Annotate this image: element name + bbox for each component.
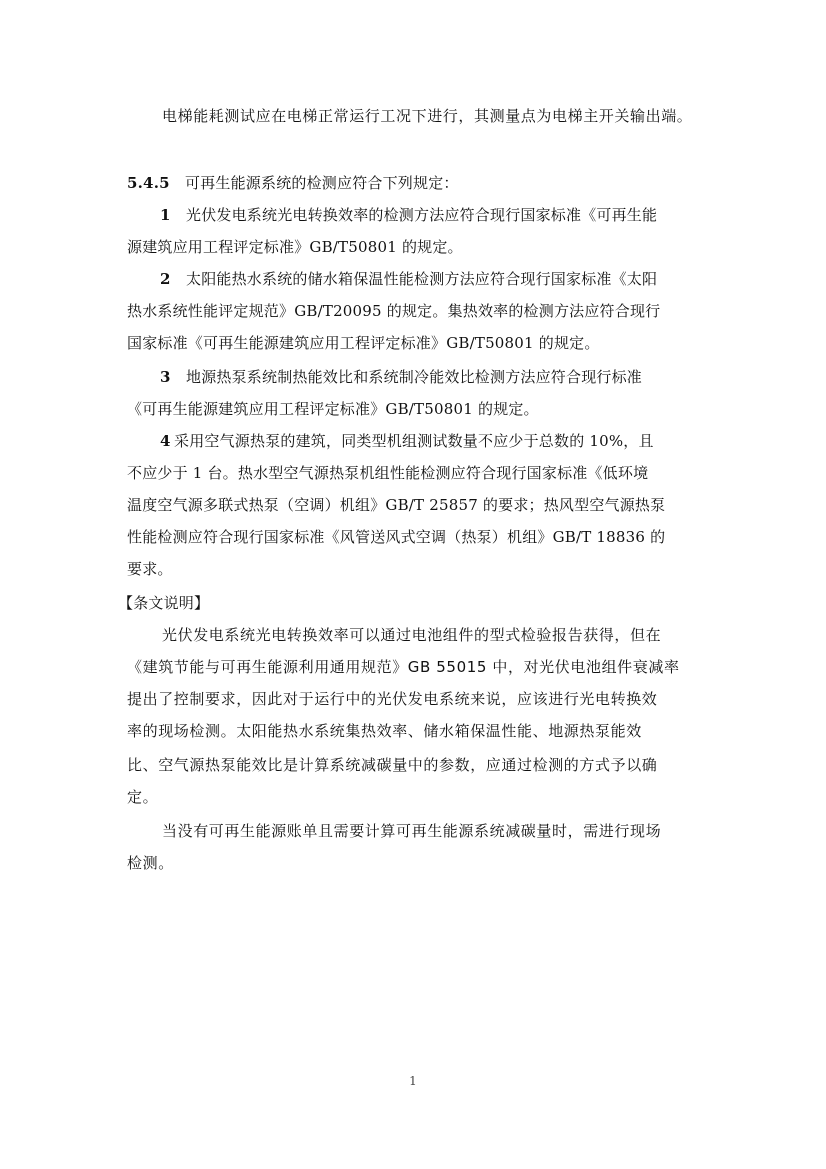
item-text: 地源热泵系统制热能效比和系统制冷能效比检测方法应符合现行标准 <box>186 368 643 386</box>
item-1-line-1 <box>160 204 657 226</box>
section-title: 可再生能源系统的检测应符合下列规定： <box>185 174 459 192</box>
item-text: 太阳能热水系统的储水箱保温性能检测方法应符合现行国家标准《太阳 <box>186 270 658 288</box>
item-4-line-2: 不应少于 1 台。热水型空气源热泵机组性能检测应符合现行国家标准《低环境 <box>127 464 649 482</box>
item-3-line-2: 《可再生能源建筑应用工程评定标准》GB/T50801 的规定。 <box>127 400 539 418</box>
item-3-line-1 <box>160 366 642 388</box>
item-2-line-3: 国家标准《可再生能源建筑应用工程评定标准》GB/T50801 的规定。 <box>127 334 600 352</box>
item-1-line-2: 源建筑应用工程评定标准》GB/T50801 的规定。 <box>127 238 463 256</box>
intro-line: 电梯能耗测试应在电梯正常运行工况下进行，其测量点为电梯主开关输出端。 <box>162 107 693 125</box>
section-number: 5.4.5 <box>127 174 170 192</box>
item-4-line-1 <box>160 430 654 452</box>
explanation-p1-line-5: 比、空气源热泵能效比是计算系统减碳量中的参数，应通过检测的方式予以确 <box>127 756 658 774</box>
explanation-p2-line-1: 当没有可再生能源账单且需要计算可再生能源系统减碳量时，需进行现场 <box>162 822 662 840</box>
explanation-p2-line-2: 检测。 <box>127 854 174 872</box>
item-2-line-2: 热水系统性能评定规范》GB/T20095 的规定。集热效率的检测方法应符合现行 <box>127 302 661 320</box>
item-number: 3 <box>160 368 171 386</box>
item-number: 2 <box>160 270 171 288</box>
item-text: 光伏发电系统光电转换效率的检测方法应符合现行国家标准《可再生能 <box>186 206 658 224</box>
explanation-p1-line-3: 提出了控制要求，因此对于运行中的光伏发电系统来说，应该进行光电转换效 <box>127 690 658 708</box>
page-number: 1 <box>409 1074 417 1088</box>
item-4-line-3: 温度空气源多联式热泵（空调）机组》GB/T 25857 的要求；热风型空气源热泵 <box>127 496 666 514</box>
item-4-line-5: 要求。 <box>127 560 173 578</box>
explanation-p1-line-4: 率的现场检测。太阳能热水系统集热效率、储水箱保温性能、地源热泵能效 <box>127 722 642 740</box>
item-number: 4 <box>160 432 171 450</box>
explanation-p1-line-2: 《建筑节能与可再生能源利用通用规范》GB 55015 中，对光伏电池组件衰减率 <box>127 658 680 676</box>
item-number: 1 <box>160 206 171 224</box>
item-2-line-1 <box>160 268 657 290</box>
item-text: 采用空气源热泵的建筑，同类型机组测试数量不应少于总数的 10%，且 <box>174 432 654 450</box>
explanation-p1-line-1: 光伏发电系统光电转换效率可以通过电池组件的型式检验报告获得，但在 <box>162 626 662 644</box>
item-4-line-4: 性能检测应符合现行国家标准《风管送风式空调（热泵）机组》GB/T 18836 的 <box>127 528 666 546</box>
section-heading <box>127 172 459 194</box>
explanation-p1-line-6: 定。 <box>127 788 159 806</box>
explanation-heading: 【条文说明】 <box>118 594 210 612</box>
